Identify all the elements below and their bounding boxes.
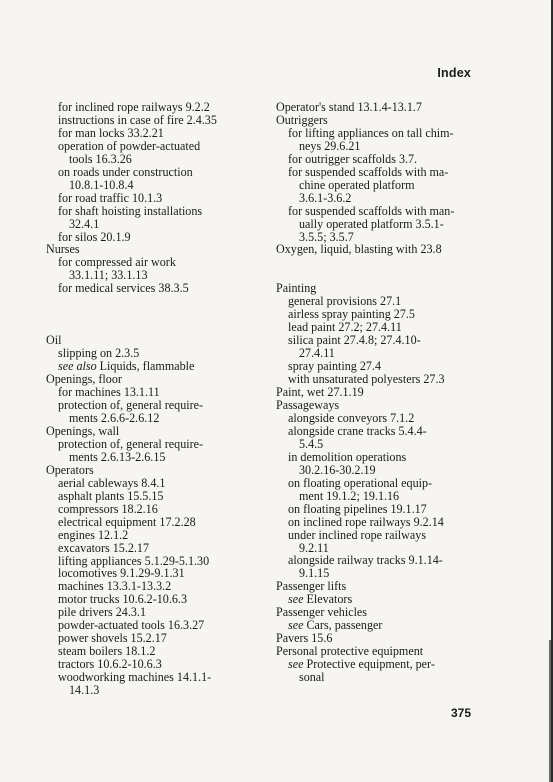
index-entry: machines 13.3.1-13.3.2	[58, 579, 172, 594]
index-entry: on roads under construction 10.8.1-10.8.4	[58, 164, 193, 192]
index-entry: electrical equipment 17.2.28	[58, 514, 196, 529]
index-entry: for suspended scaffolds with ma- chine operated platform 3.6.1-3.6.2	[288, 164, 449, 205]
running-header: Index	[437, 66, 471, 80]
index-heading: Operator's stand 13.1.4-13.1.7	[276, 100, 422, 114]
page-edge-shadow	[549, 640, 551, 782]
index-entry: woodworking machines 14.1.1- 14.1.3	[58, 670, 212, 698]
index-entry: airless spray painting 27.5	[288, 307, 415, 322]
index-entry: motor trucks 10.6.2-10.6.3	[58, 592, 187, 607]
index-entry: for lifting appliances on tall chim- neys 29.6.21	[288, 125, 454, 153]
index-heading: Openings, floor	[46, 372, 122, 387]
index-heading: Passageways	[276, 398, 340, 413]
index-entry: protection of, general require- ments 2.6.6-2.6.12	[58, 398, 204, 426]
index-entry: lead paint 27.2; 27.4.11	[288, 320, 402, 335]
index-entry: aerial cableways 8.4.1	[58, 475, 166, 490]
index-entry: see Protective equipment, per- sonal	[288, 657, 435, 685]
page-number: 375	[450, 706, 471, 720]
index-entry: steam boilers 18.1.2	[58, 644, 156, 659]
right-column	[276, 101, 474, 684]
index-entry: excavators 15.2.17	[58, 540, 150, 555]
index-entry: see also Liquids, flammable	[58, 359, 195, 374]
index-entry: alongside conveyors 7.1.2	[288, 410, 415, 425]
index-heading: Nurses	[46, 242, 80, 257]
index-entry: for machines 13.1.11	[58, 385, 160, 400]
index-entry: pile drivers 24.3.1	[58, 605, 146, 620]
index-entry: alongside railway tracks 9.1.14- 9.1.15	[288, 553, 443, 581]
index-heading: Outriggers	[276, 112, 328, 127]
index-entry: locomotives 9.1.29-9.1.31	[58, 566, 185, 581]
index-heading: Operators	[46, 462, 94, 477]
index-entry: tractors 10.6.2-10.6.3	[58, 657, 162, 672]
index-entry: slipping on 2.3.5	[58, 346, 140, 361]
index-entry: general provisions 27.1	[288, 294, 402, 309]
index-heading: Paint, wet 27.1.19	[276, 385, 364, 400]
index-entry: for inclined rope railways 9.2.2	[58, 100, 210, 114]
index-entry: with unsaturated polyesters 27.3	[288, 372, 445, 387]
index-entry: silica paint 27.4.8; 27.4.10- 27.4.11	[288, 333, 421, 361]
index-entry: for medical services 38.3.5	[58, 281, 189, 296]
index-entry: for compressed air work 33.1.11; 33.1.13	[58, 255, 176, 283]
index-entry: instructions in case of fire 2.4.35	[58, 112, 217, 127]
index-entry: for outrigger scaffolds 3.7.	[288, 151, 418, 166]
index-entry: for man locks 33.2.21	[58, 125, 164, 140]
index-entry: under inclined rope railways 9.2.11	[288, 527, 427, 555]
index-entry: alongside crane tracks 5.4.4- 5.4.5	[288, 423, 427, 451]
index-entry: for suspended scaffolds with man- ually operated platform 3.5.1- 3.5.5; 3.5.7	[288, 203, 455, 244]
index-heading: Pavers 15.6	[276, 631, 333, 646]
index-entry: protection of, general require- ments 2.6.13-2.6.15	[58, 436, 204, 464]
index-entry: on floating operational equip- ment 19.1.2; 19.1.16	[288, 475, 433, 503]
index-entry: lifting appliances 5.1.29-5.1.30	[58, 553, 210, 568]
index-entry: powder-actuated tools 16.3.27	[58, 618, 205, 633]
index-heading: Personal protective equipment	[276, 644, 424, 659]
index-entry: for road traffic 10.1.3	[58, 190, 163, 205]
index-entry: in demolition operations 30.2.16-30.2.19	[288, 449, 407, 477]
index-heading: Oxygen, liquid, blasting with 23.8	[276, 242, 442, 257]
index-entry: engines 12.1.2	[58, 527, 129, 542]
index-heading: Painting	[276, 281, 317, 296]
index-heading: Oil	[46, 333, 62, 348]
index-heading: Passenger lifts	[276, 579, 347, 594]
index-entry: see Elevators	[288, 592, 353, 607]
index-entry: power shovels 15.2.17	[58, 631, 167, 646]
index-entry: for shaft hoisting installations 32.4.1	[58, 203, 203, 231]
index-entry: on inclined rope railways 9.2.14	[288, 514, 444, 529]
index-entry: spray painting 27.4	[288, 359, 382, 374]
index-heading: Passenger vehicles	[276, 605, 368, 620]
index-heading: Openings, wall	[46, 423, 120, 438]
index-entry: for silos 20.1.9	[58, 229, 131, 244]
index-entry: see Cars, passenger	[288, 618, 383, 633]
left-column	[46, 101, 272, 697]
index-entry: asphalt plants 15.5.15	[58, 488, 164, 503]
index-entry: on floating pipelines 19.1.17	[288, 501, 427, 516]
index-entry: operation of powder-actuated tools 16.3.26	[58, 138, 201, 166]
index-entry: compressors 18.2.16	[58, 501, 158, 516]
